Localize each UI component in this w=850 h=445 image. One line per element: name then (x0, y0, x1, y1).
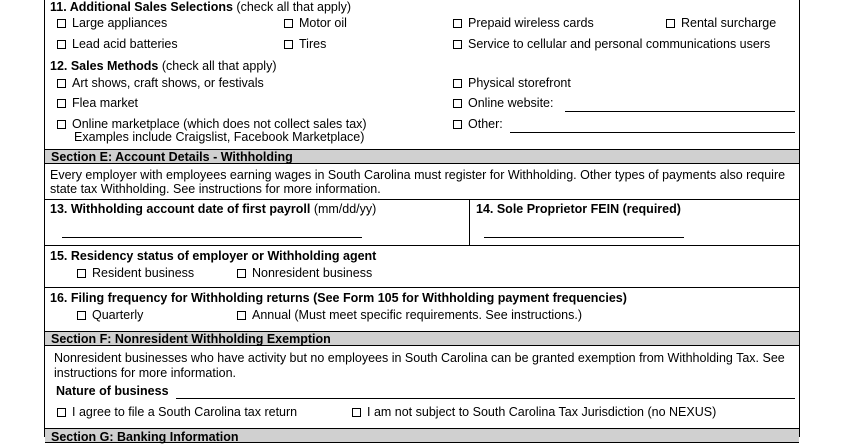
option-prepaid-wireless[interactable] (453, 16, 594, 31)
checkbox-cellular-service[interactable] (453, 40, 462, 49)
q14-title: 14. Sole Proprietor FEIN (required) (476, 202, 681, 216)
q13-title: 13. Withholding account date of first payroll (50, 202, 311, 216)
checkbox-physical-storefront[interactable] (453, 79, 462, 88)
section-f-header: Section F: Nonresident Withholding Exemption (45, 331, 799, 346)
q12-heading (50, 59, 277, 74)
checkbox-motor-oil[interactable] (284, 19, 293, 28)
option-label: Resident business (92, 266, 195, 280)
option-label: I am not subject to South Carolina Tax Jurisdiction (no NEXUS) (367, 405, 717, 419)
checkbox-online-marketplace[interactable] (57, 120, 66, 129)
section-e-intro-1: Every employer with employees earning wages in South Carolina must register for Withholding. Other types of payments also require (50, 168, 786, 182)
checkbox-large-appliances[interactable] (57, 19, 66, 28)
option-label: Physical storefront (468, 76, 571, 90)
checkbox-resident-business[interactable] (77, 269, 86, 278)
divider (44, 245, 800, 246)
section-f-intro-1: Nonresident businesses who have activity but no employees in South Carolina can be granted exemption from Withholding Tax. See (54, 351, 785, 365)
online-website-field[interactable] (565, 111, 795, 112)
option-resident-business[interactable] (77, 266, 194, 281)
other-field[interactable] (510, 132, 795, 133)
nature-of-business-field[interactable] (176, 398, 795, 399)
nature-of-business-label: Nature of business (56, 384, 169, 398)
q13-note: (mm/dd/yy) (313, 202, 377, 216)
option-label: Other: (468, 117, 503, 131)
checkbox-lead-acid-batteries[interactable] (57, 40, 66, 49)
option-label: Flea market (72, 96, 138, 110)
section-g-header: Section G: Banking Information (45, 428, 799, 443)
option-label: Large appliances (72, 16, 168, 30)
checkbox-flea-market[interactable] (57, 99, 66, 108)
option-label: Lead acid batteries (72, 37, 178, 51)
option-label: Quarterly (92, 308, 144, 322)
option-label: Service to cellular and personal communications users (468, 37, 771, 51)
option-rental-surcharge[interactable] (666, 16, 776, 31)
option-physical-storefront[interactable] (453, 76, 571, 91)
option-agree-file-return[interactable] (57, 405, 297, 420)
option-other[interactable] (453, 117, 503, 132)
divider (44, 287, 800, 288)
option-art-shows[interactable] (57, 76, 264, 91)
q15-title: 15. Residency status of employer or Withholding agent (50, 249, 377, 263)
section-e-intro-2: state tax Withholding. See instructions for more information. (50, 182, 381, 196)
q13-heading (50, 202, 376, 217)
divider (44, 199, 800, 200)
option-label: Motor oil (299, 16, 347, 30)
option-nonresident-business[interactable] (237, 266, 372, 281)
online-marketplace-examples: Examples include Craigslist, Facebook Marketplace) (74, 130, 365, 144)
option-large-appliances[interactable] (57, 16, 167, 31)
q11-heading (50, 0, 351, 15)
option-label: Tires (299, 37, 327, 51)
checkbox-prepaid-wireless[interactable] (453, 19, 462, 28)
option-flea-market[interactable] (57, 96, 138, 111)
checkbox-annual[interactable] (237, 311, 246, 320)
checkbox-rental-surcharge[interactable] (666, 19, 675, 28)
option-no-nexus[interactable] (352, 405, 716, 420)
option-label: Annual (Must meet specific requirements. See instructions.) (252, 308, 582, 322)
option-label: Online website: (468, 96, 554, 110)
q11-title: 11. Additional Sales Selections (50, 0, 233, 14)
q16-title: 16. Filing frequency for Withholding returns (See Form 105 for Withholding payment frequencies) (50, 291, 627, 305)
option-label: Nonresident business (252, 266, 373, 280)
checkbox-art-shows[interactable] (57, 79, 66, 88)
option-motor-oil[interactable] (284, 16, 347, 31)
option-cellular-service[interactable] (453, 37, 770, 52)
checkbox-quarterly[interactable] (77, 311, 86, 320)
checkbox-nonresident-business[interactable] (237, 269, 246, 278)
q12-title: 12. Sales Methods (50, 59, 159, 73)
checkbox-other[interactable] (453, 120, 462, 129)
option-label: Rental surcharge (681, 16, 777, 30)
option-label: Online marketplace (which does not collect sales tax) (72, 117, 367, 131)
checkbox-agree-file-return[interactable] (57, 408, 66, 417)
option-quarterly[interactable] (77, 308, 143, 323)
section-e-header: Section E: Account Details - Withholding (45, 149, 799, 164)
option-label: Art shows, craft shows, or festivals (72, 76, 264, 90)
q11-note: (check all that apply) (236, 0, 352, 14)
divider (469, 199, 470, 245)
option-label: Prepaid wireless cards (468, 16, 594, 30)
checkbox-tires[interactable] (284, 40, 293, 49)
section-f-intro-2: instructions for more information. (54, 366, 237, 380)
checkbox-online-website[interactable] (453, 99, 462, 108)
option-label: I agree to file a South Carolina tax return (72, 405, 298, 419)
option-online-website[interactable] (453, 96, 553, 111)
option-annual[interactable] (237, 308, 582, 323)
first-payroll-date-field[interactable] (62, 237, 362, 238)
fein-field[interactable] (484, 237, 684, 238)
checkbox-no-nexus[interactable] (352, 408, 361, 417)
q12-note: (check all that apply) (161, 59, 277, 73)
option-lead-acid-batteries[interactable] (57, 37, 178, 52)
option-tires[interactable] (284, 37, 326, 52)
